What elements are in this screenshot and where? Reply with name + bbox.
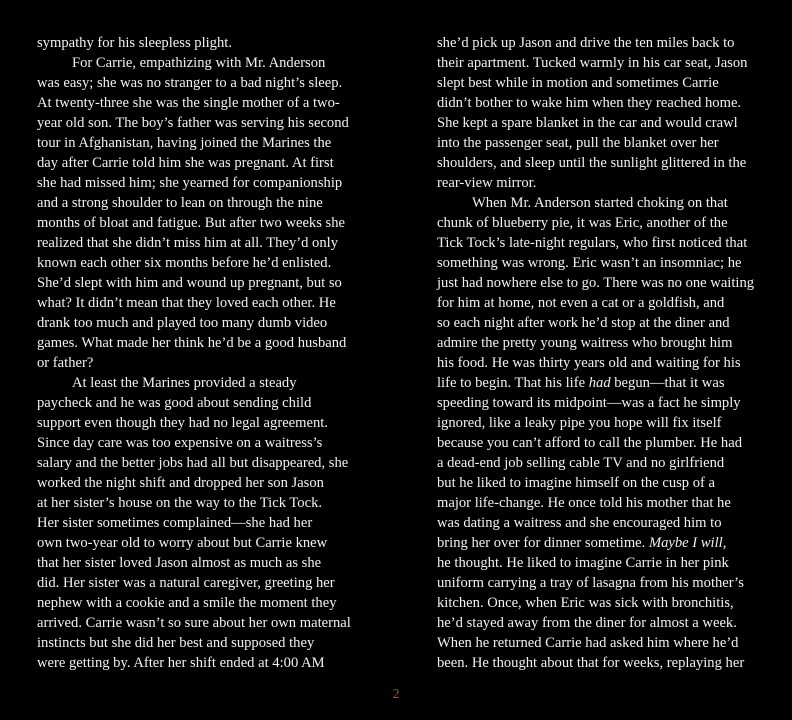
text-segment: life to begin. That his life bbox=[437, 375, 589, 391]
text-line: When he returned Carrie had asked him where he’d bbox=[437, 635, 739, 651]
text-line: Her sister sometimes complained—she had her bbox=[37, 515, 313, 531]
text-line: chunk of blueberry pie, it was Eric, another of the bbox=[437, 215, 728, 231]
text-line: just had nowhere else to go. There was no one waiting bbox=[437, 275, 755, 291]
text-line: worked the night shift and dropped her son Jason bbox=[37, 475, 324, 491]
text-line: sympathy for his sleepless plight. bbox=[37, 35, 232, 51]
text-line: games. What made her think he’d be a good husband bbox=[37, 335, 347, 351]
text-line: For Carrie, empathizing with Mr. Anderson bbox=[72, 55, 326, 71]
text-line: and a strong shoulder to lean on through the nine bbox=[37, 195, 323, 211]
text-line: Tick Tock’s late-night regulars, who first noticed that bbox=[437, 235, 748, 251]
text-line: but he liked to imagine himself on the cusp of a bbox=[437, 475, 716, 491]
text-line: slept best while in motion and sometimes Carrie bbox=[437, 75, 719, 91]
left-text-column bbox=[37, 33, 355, 673]
text-line: he’d stayed away from the diner for almost a week. bbox=[437, 615, 737, 631]
text-line: speeding toward its midpoint—was a fact he simply bbox=[437, 395, 741, 411]
text-line: been. He thought about that for weeks, replaying her bbox=[437, 655, 745, 671]
italic-text: had bbox=[588, 375, 611, 391]
text-line bbox=[437, 533, 757, 553]
text-line: shoulders, and sleep until the sunlight glittered in the bbox=[437, 155, 747, 171]
text-line: paycheck and he was good about sending child bbox=[37, 395, 312, 411]
text-line: into the passenger seat, pull the blanket over her bbox=[437, 135, 719, 151]
text-line: what? It didn’t mean that they loved each other. He bbox=[37, 295, 336, 311]
text-line: for him at home, not even a cat or a goldfish, and bbox=[437, 295, 725, 311]
text-line: support even though they had no legal agreement. bbox=[37, 415, 328, 431]
text-segment: bring her over for dinner sometime. bbox=[437, 535, 649, 551]
text-line: something was wrong. Eric wasn’t an insomniac; he bbox=[437, 255, 742, 271]
text-line: She’d slept with him and wound up pregnant, but so bbox=[37, 275, 342, 291]
text-line: realized that she didn’t miss him at all. They’d only bbox=[37, 235, 339, 251]
text-line: instincts but she did her best and supposed they bbox=[37, 635, 315, 651]
text-line: a dead-end job selling cable TV and no girlfriend bbox=[437, 455, 725, 471]
text-line: their apartment. Tucked warmly in his car seat, Jason bbox=[437, 55, 748, 71]
text-line: at her sister’s house on the way to the Tick Tock. bbox=[37, 495, 323, 511]
text-line: months of bloat and fatigue. But after two weeks she bbox=[37, 215, 346, 231]
text-line: because you can’t afford to call the plumber. He had bbox=[437, 435, 743, 451]
text-line: she’d pick up Jason and drive the ten miles back to bbox=[437, 35, 735, 51]
text-line: When Mr. Anderson started choking on that bbox=[472, 195, 728, 211]
text-line: salary and the better jobs had all but disappeared, she bbox=[37, 455, 349, 471]
text-line: that her sister loved Jason almost as much as she bbox=[37, 555, 322, 571]
text-line: ignored, like a leaky pipe you hope will fix itself bbox=[437, 415, 722, 431]
text-segment: begun—that it was bbox=[610, 375, 725, 391]
text-line: were getting by. After her shift ended at 4:00 AM bbox=[37, 655, 325, 671]
text-line: didn’t bother to wake him when they reached home. bbox=[437, 95, 742, 111]
text-line: drank too much and played too many dumb video bbox=[37, 315, 328, 331]
text-line: Since day care was too expensive on a waitress’s bbox=[37, 435, 323, 451]
text-line: day after Carrie told him she was pregnant. At first bbox=[37, 155, 334, 171]
text-line: arrived. Carrie wasn’t so sure about her own maternal bbox=[37, 615, 351, 631]
text-line: She kept a spare blanket in the car and would crawl bbox=[437, 115, 738, 131]
text-line: was dating a waitress and she encouraged him to bbox=[437, 515, 722, 531]
text-line: At least the Marines provided a steady bbox=[72, 375, 297, 391]
text-line: year old son. The boy’s father was serving his second bbox=[37, 115, 349, 131]
text-line: did. Her sister was a natural caregiver, greeting her bbox=[37, 575, 335, 591]
text-line bbox=[437, 373, 757, 393]
text-line: tour in Afghanistan, having joined the Marines the bbox=[37, 135, 332, 151]
text-line: she had missed him; she yearned for companionship bbox=[37, 175, 343, 191]
text-line: At twenty-three she was the single mother of a two- bbox=[37, 95, 340, 111]
text-line: known each other six months before he’d enlisted. bbox=[37, 255, 332, 271]
text-line: own two-year old to worry about but Carrie knew bbox=[37, 535, 328, 551]
text-line: so each night after work he’d stop at the diner and bbox=[437, 315, 730, 331]
text-line: he thought. He liked to imagine Carrie in her pink bbox=[437, 555, 729, 571]
text-line: major life-change. He once told his mother that he bbox=[437, 495, 731, 511]
text-line: uniform carrying a tray of lasagna from his mother’s bbox=[437, 575, 744, 591]
text-line: nephew with a cookie and a smile the moment they bbox=[37, 595, 337, 611]
text-line: was easy; she was no stranger to a bad night’s sleep. bbox=[37, 75, 343, 91]
page-number: 2 bbox=[392, 687, 400, 702]
text-line: admire the pretty young waitress who brought him bbox=[437, 335, 733, 351]
text-line: or father? bbox=[37, 355, 94, 371]
text-line: rear-view mirror. bbox=[437, 175, 537, 191]
right-text-column bbox=[437, 33, 757, 673]
text-line: his food. He was thirty years old and waiting for his bbox=[437, 355, 741, 371]
italic-text: Maybe I will, bbox=[648, 535, 727, 551]
text-line: kitchen. Once, when Eric was sick with bronchitis, bbox=[437, 595, 734, 611]
